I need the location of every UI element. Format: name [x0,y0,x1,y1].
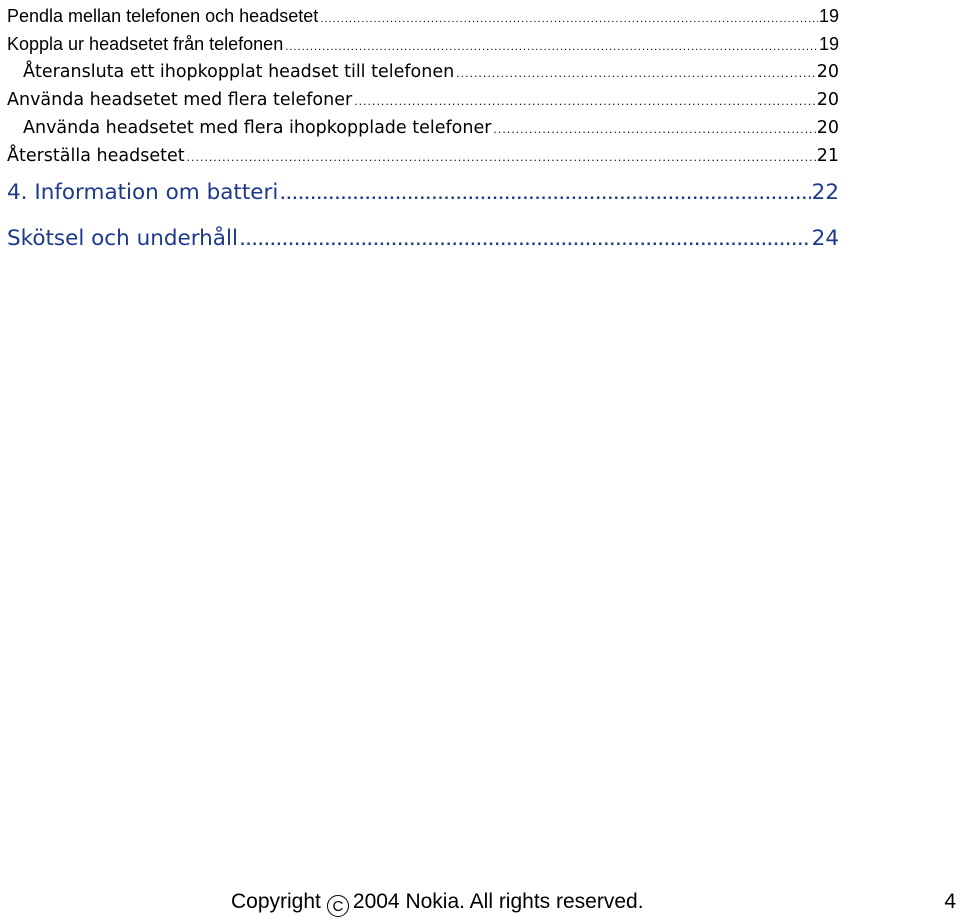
toc-entry[interactable] [7,30,839,58]
copyright-icon: C [327,895,349,917]
toc-entry[interactable] [7,142,839,170]
toc-chapter-entry[interactable] [7,216,839,262]
page-number: 4 [944,890,956,913]
toc-entry-page: 24 [811,226,839,251]
toc-entry-title: Pendla mellan telefonen och headsetet [7,6,319,26]
dot-leader [320,5,818,30]
toc-entry-title: Återställa headsetet [7,146,185,166]
copyright-text: 2004 Nokia. All rights reserved. [352,890,644,913]
toc-entry-title: Koppla ur headsetet från telefonen [7,34,284,54]
toc-entry-title: Använda headsetet med flera telefoner [7,90,353,110]
table-of-contents [7,0,839,262]
toc-entry-title: Återansluta ett ihopkopplat headset till telefonen [23,62,455,82]
toc-entry[interactable] [7,114,839,142]
toc-entry-title: Skötsel och underhåll [7,226,238,251]
dot-leader [456,60,816,86]
toc-entry-page: 22 [811,180,839,205]
dot-leader [285,33,818,58]
copyright-label: Copyright [231,890,321,913]
toc-chapter-entry[interactable] [7,170,839,216]
toc-entry[interactable] [7,86,839,114]
toc-entry-page: 20 [816,62,839,82]
toc-entry-page: 19 [818,34,839,54]
copyright-footer [231,890,644,917]
toc-entry-title: Använda headsetet med flera ihopkopplade telefoner [23,118,492,138]
toc-entry[interactable] [7,2,839,30]
toc-entry-page: 19 [818,6,839,26]
dot-leader [187,144,816,170]
dot-leader [280,173,810,216]
toc-entry-page: 21 [816,146,839,166]
toc-entry-page: 20 [816,118,839,138]
toc-entry-title: 4. Information om batteri [7,180,279,205]
toc-entry[interactable] [7,58,839,86]
toc-entry-page: 20 [816,90,839,110]
dot-leader [493,116,815,142]
dot-leader [354,88,816,114]
dot-leader [240,219,811,262]
